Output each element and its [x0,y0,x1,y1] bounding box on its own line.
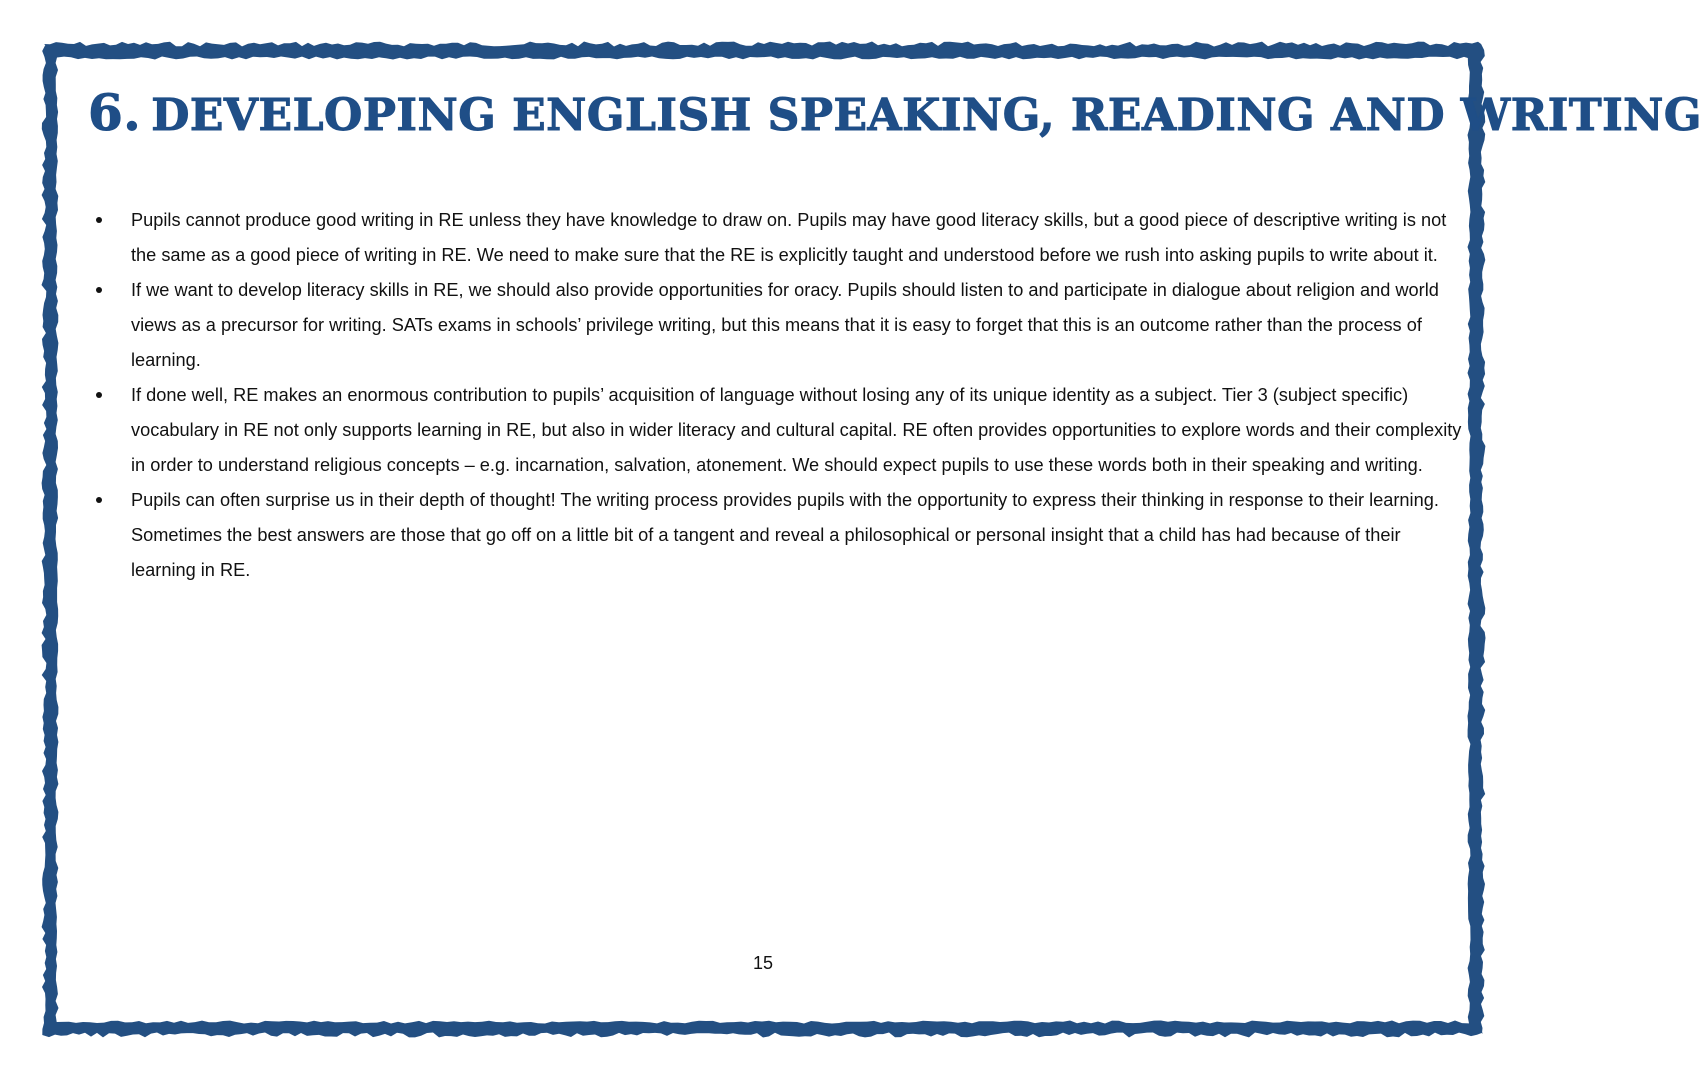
section-title: DEVELOPING ENGLISH SPEAKING, READING AND WRITING [151,90,1702,141]
bullet-item [92,203,1468,273]
bullet-dot [96,217,102,223]
bullet-item [92,378,1468,483]
bullet-list [92,203,1468,588]
bullet-item [92,483,1468,588]
page-number: 15 [752,953,774,973]
bullet-item [92,273,1468,378]
section-number: 6. [88,83,142,142]
bullet-dot [96,392,102,398]
bullet-text: Pupils can often surprise us in their depth of thought! The writing process provides pupils with the opportunity to express their thinking in response to their learning. Sometimes the best answers are those that go off on a little bit of a tangent and reveal a philosophical or personal insight that a child has had because of their learning in RE. [131,490,1439,580]
bullet-dot [96,287,102,293]
bullet-text: If done well, RE makes an enormous contribution to pupils’ acquisition of language without losing any of its unique identity as a subject. Tier 3 (subject specific) vocabulary in RE not only supports learning in RE, but also in wider literacy and cultural capital. RE often provides opportunities to explore words and their complexity in order to understand religious concepts – e.g. incarnation, salvation, atonement. We should expect pupils to use these words both in their speaking and writing. [131,385,1462,475]
bullet-text: If we want to develop literacy skills in RE, we should also provide opportunities for oracy. Pupils should listen to and participate in dialogue about religion and world views as a precursor for writing. SATs exams in schools’ privilege writing, but this means that it is easy to forget that this is an outcome rather than the process of learning. [131,280,1439,370]
bullet-text: Pupils cannot produce good writing in RE unless they have knowledge to draw on. Pupils may have good literacy skills, but a good piece of descriptive writing is not the same as a good piece of writing in RE. We need to make sure that the RE is explicitly taught and understood before we rush into asking pupils to write about it. [131,210,1447,265]
page-title [88,78,1702,154]
bullet-dot [96,497,102,503]
